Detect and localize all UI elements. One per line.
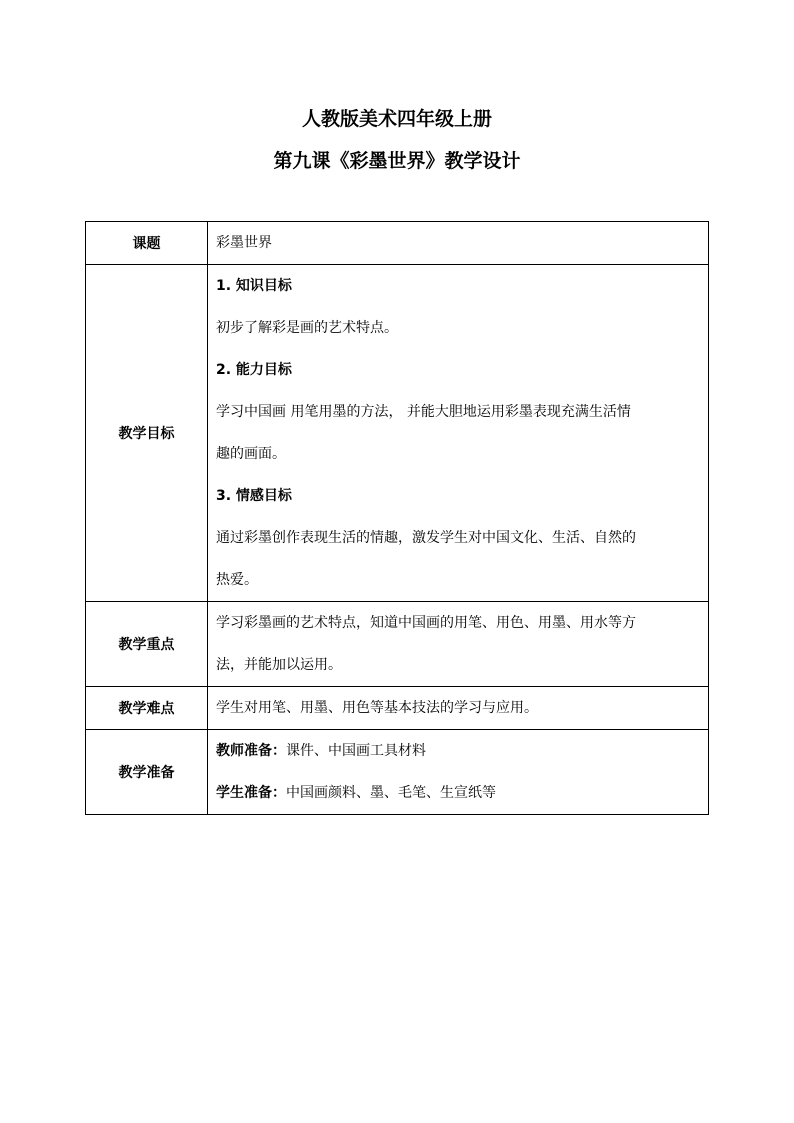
difficulties-content-cell	[208, 687, 709, 730]
emotion-goal-text-line1: 通过彩墨创作表现生活的情趣，激发学生对中国文化、生活、自然的	[216, 530, 636, 546]
goals-label: 教学目标	[86, 265, 208, 602]
ability-goal-text-line1: 学习中国画 用笔用墨的方法， 并能大胆地运用彩墨表现充满生活情	[216, 404, 631, 420]
teacher-preparation-label: 教师准备：	[216, 743, 286, 759]
preparation-content-cell	[208, 730, 709, 815]
knowledge-goal-heading: 1. 知识目标	[216, 278, 292, 294]
ability-goal-heading: 2. 能力目标	[216, 362, 292, 378]
table-row-preparation	[86, 730, 709, 815]
student-preparation-text: 中国画颜料、墨、毛笔、生宣纸等	[286, 785, 496, 801]
table-row-key-points	[86, 602, 709, 687]
table-row-goals	[86, 265, 709, 602]
teacher-preparation	[216, 730, 702, 772]
difficulties-label: 教学难点	[86, 687, 208, 730]
table-row-difficulties	[86, 687, 709, 730]
topic-value-cell	[208, 222, 709, 265]
preparation-label: 教学准备	[86, 730, 208, 815]
topic-label: 课题	[86, 222, 208, 265]
student-preparation	[216, 772, 702, 814]
emotion-goal-heading: 3. 情感目标	[216, 488, 292, 504]
difficulties-text: 学生对用笔、用墨、用色等基本技法的学习与应用。	[216, 700, 538, 716]
lesson-plan-table	[85, 221, 709, 815]
table-row-topic	[86, 222, 709, 265]
document-title: 人教版美术四年级上册	[301, 108, 492, 130]
ability-goal-text-line2: 趣的画面。	[216, 446, 286, 462]
key-points-text-line2: 法，并能加以运用。	[216, 657, 342, 673]
key-points-label: 教学重点	[86, 602, 208, 687]
student-preparation-label: 学生准备：	[216, 785, 286, 801]
emotion-goal-text-line2: 热爱。	[216, 572, 258, 588]
goals-content-cell	[208, 265, 709, 602]
key-points-content-cell	[208, 602, 709, 687]
knowledge-goal-text: 初步了解彩是画的艺术特点。	[216, 320, 398, 336]
teacher-preparation-text: 课件、中国画工具材料	[286, 743, 426, 759]
key-points-text-line1: 学习彩墨画的艺术特点，知道中国画的用笔、用色、用墨、用水等方	[216, 615, 636, 631]
topic-value: 彩墨世界	[216, 235, 272, 251]
lesson-title: 第九课《彩墨世界》教学设计	[273, 150, 521, 172]
